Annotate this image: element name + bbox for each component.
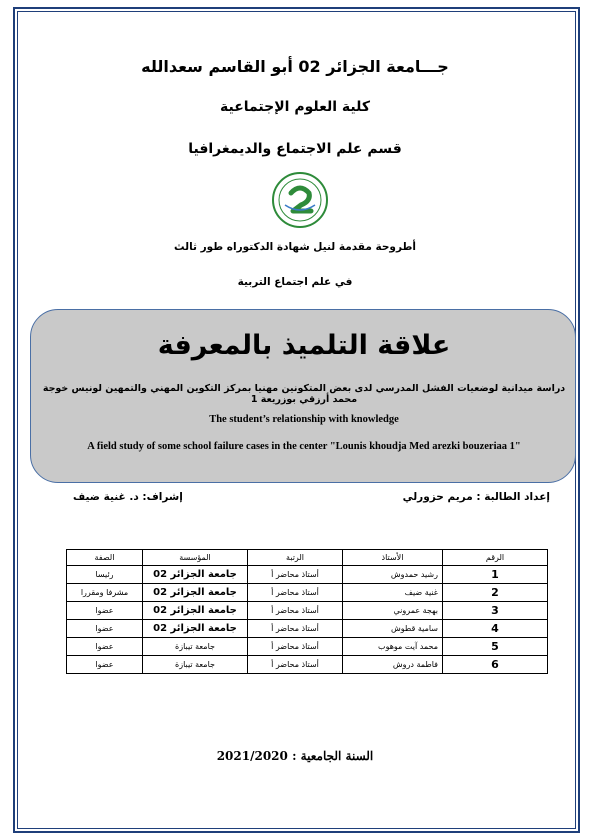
row-number: 1 <box>443 566 548 584</box>
institution: جامعة الجزائر 02 <box>143 566 248 584</box>
thesis-subtitle-arabic: دراسة ميدانية لوضعيات الفشل المدرسي لدى بعض المتكونين مهنيا بمركز التكوين المهني والتمهين لونيس خوجة محمد أرزقي بوزريعة 1 <box>42 383 566 405</box>
university-name: جـــامعة الجزائر 02 أبو القاسم سعدالله <box>141 57 449 76</box>
supervisor-credit: إشراف: د. غنية ضيف <box>73 491 183 503</box>
thesis-subtitle-english: A field study of some school failure cases in the center "Lounis khoudja Med arezki bouzeriaa 1" <box>87 441 521 452</box>
professor-rank: أستاذ محاضر أ <box>248 584 343 602</box>
institution: جامعة الجزائر 02 <box>143 602 248 620</box>
professor-rank: أستاذ محاضر أ <box>248 638 343 656</box>
row-number: 3 <box>443 602 548 620</box>
faculty-name: كلية العلوم الإجتماعية <box>220 99 370 115</box>
institution: جامعة الجزائر 02 <box>143 620 248 638</box>
professor-name: محمد آيت موهوب <box>343 638 443 656</box>
row-number: 2 <box>443 584 548 602</box>
professor-rank: أستاذ محاضر أ <box>248 602 343 620</box>
table-row <box>67 620 548 638</box>
department-name: قسم علم الاجتماع والديمغرافيا <box>188 141 402 157</box>
jury-role: عضوا <box>67 620 143 638</box>
professor-rank: أستاذ محاضر أ <box>248 656 343 674</box>
jury-role: عضوا <box>67 602 143 620</box>
thesis-title-english: The student’s relationship with knowledge <box>209 414 399 425</box>
thesis-title-arabic: علاقة التلميذ بالمعرفة <box>157 330 451 361</box>
table-row <box>67 638 548 656</box>
professor-rank: أستاذ محاضر أ <box>248 566 343 584</box>
table-row <box>67 584 548 602</box>
institution: جامعة تيبازة <box>143 656 248 674</box>
header-professor: الأستاذ <box>343 550 443 566</box>
header-number: الرقم <box>443 550 548 566</box>
title-box <box>30 309 576 483</box>
institution: جامعة تيبازة <box>143 638 248 656</box>
professor-name: رشيد حمدوش <box>343 566 443 584</box>
jury-role: رئيسا <box>67 566 143 584</box>
professor-name: سامية قطوش <box>343 620 443 638</box>
row-number: 5 <box>443 638 548 656</box>
institution: جامعة الجزائر 02 <box>143 584 248 602</box>
jury-role: عضوا <box>67 638 143 656</box>
header-rank: الرتبة <box>248 550 343 566</box>
row-number: 6 <box>443 656 548 674</box>
table-row <box>67 656 548 674</box>
header-institution: المؤسسة <box>143 550 248 566</box>
university-logo-icon <box>271 171 329 229</box>
jury-role: مشرفا ومقررا <box>67 584 143 602</box>
thesis-field: في علم اجتماع التربية <box>237 276 353 288</box>
header-role: الصفة <box>67 550 143 566</box>
student-credit: إعداد الطالبة : مريم حزورلي <box>402 491 550 503</box>
professor-rank: أستاذ محاضر أ <box>248 620 343 638</box>
professor-name: بهجة عمروني <box>343 602 443 620</box>
row-number: 4 <box>443 620 548 638</box>
thesis-type: أطروحة مقدمة لنيل شهادة الدكتوراه طور ثالث <box>174 241 416 253</box>
academic-year: السنة الجامعية : 2021/2020 <box>216 749 374 763</box>
table-row <box>67 602 548 620</box>
jury-role: عضوا <box>67 656 143 674</box>
jury-table <box>66 549 548 674</box>
professor-name: غنية ضيف <box>343 584 443 602</box>
professor-name: فاطمة دروش <box>343 656 443 674</box>
jury-header-row <box>67 550 548 566</box>
table-row <box>67 566 548 584</box>
